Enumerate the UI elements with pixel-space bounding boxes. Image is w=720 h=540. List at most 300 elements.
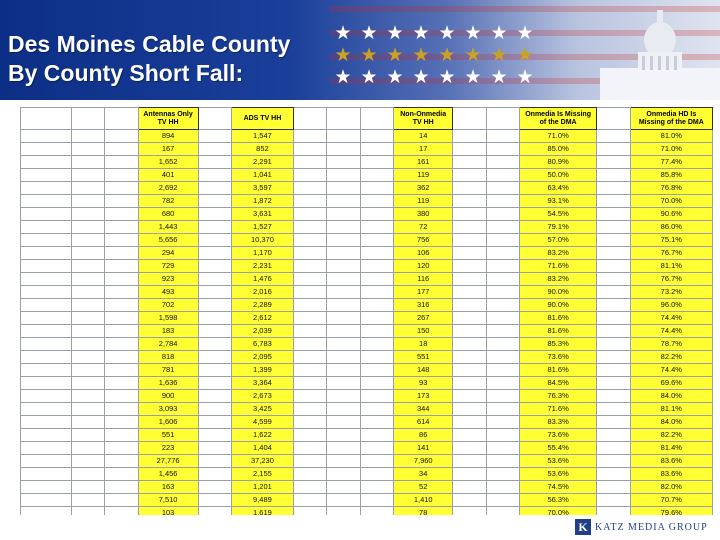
table-cell bbox=[360, 455, 393, 468]
table-cell bbox=[360, 260, 393, 273]
capitol-building-icon bbox=[540, 0, 720, 100]
table-cell bbox=[293, 403, 326, 416]
table-cell bbox=[486, 286, 519, 299]
table-cell bbox=[597, 169, 630, 182]
table-cell bbox=[597, 312, 630, 325]
table-cell bbox=[453, 143, 486, 156]
table-cell bbox=[198, 169, 231, 182]
table-cell bbox=[360, 351, 393, 364]
table-cell bbox=[21, 377, 72, 390]
table-cell bbox=[453, 403, 486, 416]
table-cell bbox=[293, 260, 326, 273]
table-cell: 362 bbox=[394, 182, 453, 195]
table-cell: 1,201 bbox=[231, 481, 293, 494]
table-cell bbox=[293, 377, 326, 390]
table-cell bbox=[360, 234, 393, 247]
table-cell: 173 bbox=[394, 390, 453, 403]
table-row bbox=[21, 247, 713, 260]
table-cell bbox=[198, 299, 231, 312]
table-row bbox=[21, 260, 713, 273]
column-header: ADS TV HH bbox=[231, 108, 293, 130]
table-cell: 81.6% bbox=[520, 364, 597, 377]
table-cell: 163 bbox=[138, 481, 198, 494]
table-cell: 34 bbox=[394, 468, 453, 481]
table-cell: 78.7% bbox=[630, 338, 712, 351]
table-cell bbox=[293, 364, 326, 377]
table-cell: 614 bbox=[394, 416, 453, 429]
table-cell: 83.6% bbox=[630, 455, 712, 468]
table-cell bbox=[293, 221, 326, 234]
table-cell bbox=[293, 390, 326, 403]
table-cell bbox=[597, 364, 630, 377]
table-cell bbox=[486, 390, 519, 403]
table-cell bbox=[597, 416, 630, 429]
table-cell bbox=[486, 299, 519, 312]
star-icon: ★ bbox=[464, 22, 482, 44]
table-cell: 53.6% bbox=[520, 468, 597, 481]
table-cell bbox=[71, 364, 104, 377]
table-cell bbox=[293, 468, 326, 481]
table-cell bbox=[71, 182, 104, 195]
table-cell bbox=[71, 390, 104, 403]
table-cell bbox=[105, 208, 138, 221]
table-cell: 83.6% bbox=[630, 468, 712, 481]
star-icon: ★ bbox=[464, 66, 482, 88]
table-cell bbox=[198, 221, 231, 234]
table-cell: 551 bbox=[394, 351, 453, 364]
table-cell bbox=[360, 481, 393, 494]
table-cell bbox=[105, 130, 138, 143]
table-cell bbox=[597, 247, 630, 260]
table-cell: 2,289 bbox=[231, 299, 293, 312]
table-cell: 401 bbox=[138, 169, 198, 182]
table-cell bbox=[360, 494, 393, 507]
table-cell: 76.3% bbox=[520, 390, 597, 403]
table-cell bbox=[486, 416, 519, 429]
table-row bbox=[21, 169, 713, 182]
table-cell: 73.6% bbox=[520, 351, 597, 364]
table-row bbox=[21, 364, 713, 377]
table-cell: 894 bbox=[138, 130, 198, 143]
table-cell bbox=[293, 169, 326, 182]
table-cell bbox=[293, 195, 326, 208]
table-cell: 150 bbox=[394, 325, 453, 338]
table-cell: 82.2% bbox=[630, 429, 712, 442]
table-cell bbox=[293, 455, 326, 468]
table-cell: 56.3% bbox=[520, 494, 597, 507]
county-table-container bbox=[20, 107, 713, 515]
table-cell bbox=[21, 325, 72, 338]
table-cell bbox=[105, 273, 138, 286]
table-cell bbox=[21, 221, 72, 234]
table-cell bbox=[198, 325, 231, 338]
table-row bbox=[21, 312, 713, 325]
table-cell bbox=[71, 208, 104, 221]
table-cell: 71.6% bbox=[520, 403, 597, 416]
column-header bbox=[453, 108, 486, 130]
table-cell bbox=[293, 156, 326, 169]
table-cell: 85.8% bbox=[630, 169, 712, 182]
table-cell bbox=[453, 286, 486, 299]
table-cell bbox=[453, 364, 486, 377]
table-cell bbox=[105, 403, 138, 416]
table-cell bbox=[453, 169, 486, 182]
table-cell bbox=[327, 299, 360, 312]
table-cell bbox=[327, 221, 360, 234]
table-cell: 71.0% bbox=[630, 143, 712, 156]
table-row bbox=[21, 468, 713, 481]
table-cell: 74.4% bbox=[630, 312, 712, 325]
table-cell bbox=[486, 403, 519, 416]
table-cell: 680 bbox=[138, 208, 198, 221]
table-cell: 17 bbox=[394, 143, 453, 156]
table-cell: 79.1% bbox=[520, 221, 597, 234]
table-cell: 76.7% bbox=[630, 247, 712, 260]
table-cell bbox=[293, 182, 326, 195]
table-cell bbox=[105, 455, 138, 468]
table-cell bbox=[597, 325, 630, 338]
table-cell bbox=[597, 143, 630, 156]
table-cell bbox=[293, 429, 326, 442]
table-cell bbox=[71, 494, 104, 507]
table-cell bbox=[21, 390, 72, 403]
table-cell bbox=[597, 260, 630, 273]
table-cell bbox=[71, 221, 104, 234]
table-cell bbox=[486, 494, 519, 507]
star-icon: ★ bbox=[412, 22, 430, 44]
table-cell bbox=[486, 143, 519, 156]
star-icon: ★ bbox=[490, 44, 508, 66]
table-cell: 3,425 bbox=[231, 403, 293, 416]
table-row bbox=[21, 429, 713, 442]
star-icon: ★ bbox=[386, 22, 404, 44]
table-cell bbox=[360, 507, 393, 516]
table-cell: 380 bbox=[394, 208, 453, 221]
table-cell bbox=[327, 494, 360, 507]
table-cell: 70.0% bbox=[630, 195, 712, 208]
table-cell bbox=[198, 182, 231, 195]
table-cell bbox=[21, 286, 72, 299]
table-cell bbox=[21, 182, 72, 195]
table-cell: 2,612 bbox=[231, 312, 293, 325]
table-cell bbox=[597, 481, 630, 494]
table-cell bbox=[198, 312, 231, 325]
table-cell bbox=[71, 130, 104, 143]
table-cell: 1,443 bbox=[138, 221, 198, 234]
table-cell: 119 bbox=[394, 169, 453, 182]
table-cell bbox=[21, 156, 72, 169]
table-cell bbox=[486, 156, 519, 169]
table-cell: 93.1% bbox=[520, 195, 597, 208]
table-cell bbox=[453, 442, 486, 455]
table-row bbox=[21, 351, 713, 364]
table-cell bbox=[597, 221, 630, 234]
table-row bbox=[21, 273, 713, 286]
star-icon: ★ bbox=[464, 44, 482, 66]
table-cell bbox=[198, 390, 231, 403]
table-cell: 1,404 bbox=[231, 442, 293, 455]
table-cell bbox=[198, 260, 231, 273]
table-cell: 7,510 bbox=[138, 494, 198, 507]
table-cell bbox=[597, 351, 630, 364]
table-cell bbox=[597, 130, 630, 143]
table-row bbox=[21, 286, 713, 299]
table-cell bbox=[71, 468, 104, 481]
table-cell bbox=[21, 403, 72, 416]
column-header bbox=[486, 108, 519, 130]
table-cell bbox=[453, 130, 486, 143]
table-cell bbox=[327, 507, 360, 516]
table-cell: 86.0% bbox=[630, 221, 712, 234]
table-cell bbox=[453, 494, 486, 507]
table-cell: 2,784 bbox=[138, 338, 198, 351]
table-cell bbox=[198, 351, 231, 364]
table-row bbox=[21, 455, 713, 468]
table-cell: 1,527 bbox=[231, 221, 293, 234]
table-cell bbox=[105, 442, 138, 455]
star-field bbox=[330, 22, 540, 88]
table-cell: 923 bbox=[138, 273, 198, 286]
table-cell bbox=[360, 195, 393, 208]
star-icon: ★ bbox=[360, 44, 378, 66]
table-cell: 63.4% bbox=[520, 182, 597, 195]
table-cell bbox=[21, 234, 72, 247]
table-cell bbox=[486, 429, 519, 442]
table-cell bbox=[597, 390, 630, 403]
table-cell bbox=[327, 403, 360, 416]
table-row bbox=[21, 507, 713, 516]
table-cell bbox=[327, 286, 360, 299]
table-cell bbox=[486, 507, 519, 516]
header-banner bbox=[0, 0, 720, 100]
table-cell: 74.4% bbox=[630, 364, 712, 377]
table-cell bbox=[597, 338, 630, 351]
table-cell: 82.0% bbox=[630, 481, 712, 494]
table-cell bbox=[21, 429, 72, 442]
table-cell bbox=[486, 377, 519, 390]
table-cell: 900 bbox=[138, 390, 198, 403]
table-cell: 81.1% bbox=[630, 403, 712, 416]
table-cell bbox=[21, 468, 72, 481]
table-cell: 3,631 bbox=[231, 208, 293, 221]
table-cell bbox=[597, 468, 630, 481]
table-cell bbox=[71, 403, 104, 416]
table-cell: 83.3% bbox=[520, 416, 597, 429]
table-cell bbox=[105, 351, 138, 364]
table-cell bbox=[597, 156, 630, 169]
table-cell bbox=[21, 247, 72, 260]
table-cell bbox=[71, 416, 104, 429]
table-cell bbox=[21, 364, 72, 377]
table-cell bbox=[360, 299, 393, 312]
table-cell bbox=[327, 377, 360, 390]
table-cell bbox=[360, 377, 393, 390]
table-cell: 316 bbox=[394, 299, 453, 312]
column-header: Non-Onmedia TV HH bbox=[394, 108, 453, 130]
table-cell bbox=[360, 208, 393, 221]
table-cell bbox=[293, 130, 326, 143]
table-cell bbox=[453, 468, 486, 481]
table-cell: 103 bbox=[138, 507, 198, 516]
column-header bbox=[293, 108, 326, 130]
table-cell: 2,016 bbox=[231, 286, 293, 299]
table-cell bbox=[486, 325, 519, 338]
table-cell bbox=[486, 338, 519, 351]
table-cell: 55.4% bbox=[520, 442, 597, 455]
table-cell: 74.5% bbox=[520, 481, 597, 494]
table-cell: 93 bbox=[394, 377, 453, 390]
star-icon: ★ bbox=[412, 44, 430, 66]
table-cell bbox=[71, 429, 104, 442]
table-cell bbox=[105, 390, 138, 403]
table-cell bbox=[21, 507, 72, 516]
table-cell bbox=[360, 182, 393, 195]
table-cell: 81.6% bbox=[520, 325, 597, 338]
star-icon: ★ bbox=[334, 66, 352, 88]
table-cell: 6,783 bbox=[231, 338, 293, 351]
table-cell bbox=[453, 312, 486, 325]
star-icon: ★ bbox=[516, 22, 534, 44]
table-cell bbox=[486, 247, 519, 260]
table-cell: 76.8% bbox=[630, 182, 712, 195]
table-cell bbox=[486, 208, 519, 221]
table-cell bbox=[486, 130, 519, 143]
table-cell bbox=[360, 390, 393, 403]
table-cell bbox=[453, 208, 486, 221]
table-cell bbox=[486, 195, 519, 208]
table-cell bbox=[105, 299, 138, 312]
table-cell bbox=[198, 468, 231, 481]
table-cell: 167 bbox=[138, 143, 198, 156]
table-cell bbox=[198, 273, 231, 286]
table-cell: 54.5% bbox=[520, 208, 597, 221]
table-cell: 3,364 bbox=[231, 377, 293, 390]
table-cell bbox=[293, 416, 326, 429]
table-cell bbox=[198, 455, 231, 468]
table-cell bbox=[105, 221, 138, 234]
table-cell: 702 bbox=[138, 299, 198, 312]
table-cell bbox=[360, 247, 393, 260]
table-cell: 106 bbox=[394, 247, 453, 260]
table-cell bbox=[453, 390, 486, 403]
table-cell bbox=[105, 494, 138, 507]
table-cell bbox=[327, 273, 360, 286]
table-cell: 84.0% bbox=[630, 390, 712, 403]
table-cell bbox=[327, 130, 360, 143]
table-cell bbox=[198, 195, 231, 208]
table-cell bbox=[71, 247, 104, 260]
table-cell bbox=[453, 234, 486, 247]
table-cell: 69.6% bbox=[630, 377, 712, 390]
table-cell bbox=[486, 221, 519, 234]
table-cell bbox=[71, 260, 104, 273]
table-cell bbox=[327, 195, 360, 208]
table-cell bbox=[105, 156, 138, 169]
table-cell bbox=[453, 429, 486, 442]
table-body bbox=[21, 130, 713, 516]
table-cell bbox=[453, 416, 486, 429]
table-row bbox=[21, 390, 713, 403]
table-cell: 1,622 bbox=[231, 429, 293, 442]
table-cell bbox=[327, 260, 360, 273]
table-cell: 781 bbox=[138, 364, 198, 377]
table-cell bbox=[71, 481, 104, 494]
table-cell: 782 bbox=[138, 195, 198, 208]
table-cell bbox=[360, 338, 393, 351]
table-cell bbox=[453, 481, 486, 494]
star-icon: ★ bbox=[412, 66, 430, 88]
table-cell: 116 bbox=[394, 273, 453, 286]
table-cell: 7,960 bbox=[394, 455, 453, 468]
table-cell: 2,039 bbox=[231, 325, 293, 338]
table-cell bbox=[360, 130, 393, 143]
table-cell bbox=[105, 169, 138, 182]
table-cell bbox=[486, 312, 519, 325]
table-cell bbox=[21, 351, 72, 364]
table-cell: 81.4% bbox=[630, 442, 712, 455]
table-cell bbox=[293, 312, 326, 325]
star-icon: ★ bbox=[438, 22, 456, 44]
table-cell bbox=[198, 130, 231, 143]
table-cell bbox=[597, 195, 630, 208]
table-cell: 2,692 bbox=[138, 182, 198, 195]
table-cell bbox=[105, 364, 138, 377]
star-icon: ★ bbox=[438, 66, 456, 88]
table-row bbox=[21, 403, 713, 416]
table-cell bbox=[21, 130, 72, 143]
table-cell: 551 bbox=[138, 429, 198, 442]
table-cell: 183 bbox=[138, 325, 198, 338]
table-cell bbox=[597, 182, 630, 195]
table-cell bbox=[105, 143, 138, 156]
table-cell bbox=[293, 325, 326, 338]
star-icon: ★ bbox=[334, 44, 352, 66]
table-cell: 9,489 bbox=[231, 494, 293, 507]
table-cell bbox=[21, 143, 72, 156]
table-cell bbox=[198, 494, 231, 507]
table-cell bbox=[105, 377, 138, 390]
table-cell bbox=[597, 377, 630, 390]
logo-mark: K bbox=[575, 519, 591, 535]
table-cell: 74.4% bbox=[630, 325, 712, 338]
table-cell: 1,456 bbox=[138, 468, 198, 481]
table-cell bbox=[293, 143, 326, 156]
table-cell bbox=[453, 325, 486, 338]
table-cell bbox=[486, 182, 519, 195]
table-cell bbox=[360, 286, 393, 299]
table-cell bbox=[71, 325, 104, 338]
table-cell bbox=[360, 364, 393, 377]
column-header bbox=[597, 108, 630, 130]
table-cell bbox=[21, 195, 72, 208]
table-cell bbox=[105, 468, 138, 481]
table-cell: 71.0% bbox=[520, 130, 597, 143]
table-cell bbox=[198, 364, 231, 377]
table-cell bbox=[71, 169, 104, 182]
table-cell bbox=[71, 351, 104, 364]
star-icon: ★ bbox=[386, 44, 404, 66]
table-cell bbox=[293, 338, 326, 351]
table-row bbox=[21, 416, 713, 429]
table-cell bbox=[71, 312, 104, 325]
table-cell: 50.0% bbox=[520, 169, 597, 182]
table-cell bbox=[198, 377, 231, 390]
table-cell: 81.1% bbox=[630, 260, 712, 273]
table-cell bbox=[453, 338, 486, 351]
table-cell: 85.3% bbox=[520, 338, 597, 351]
table-cell: 1,476 bbox=[231, 273, 293, 286]
table-cell bbox=[327, 325, 360, 338]
